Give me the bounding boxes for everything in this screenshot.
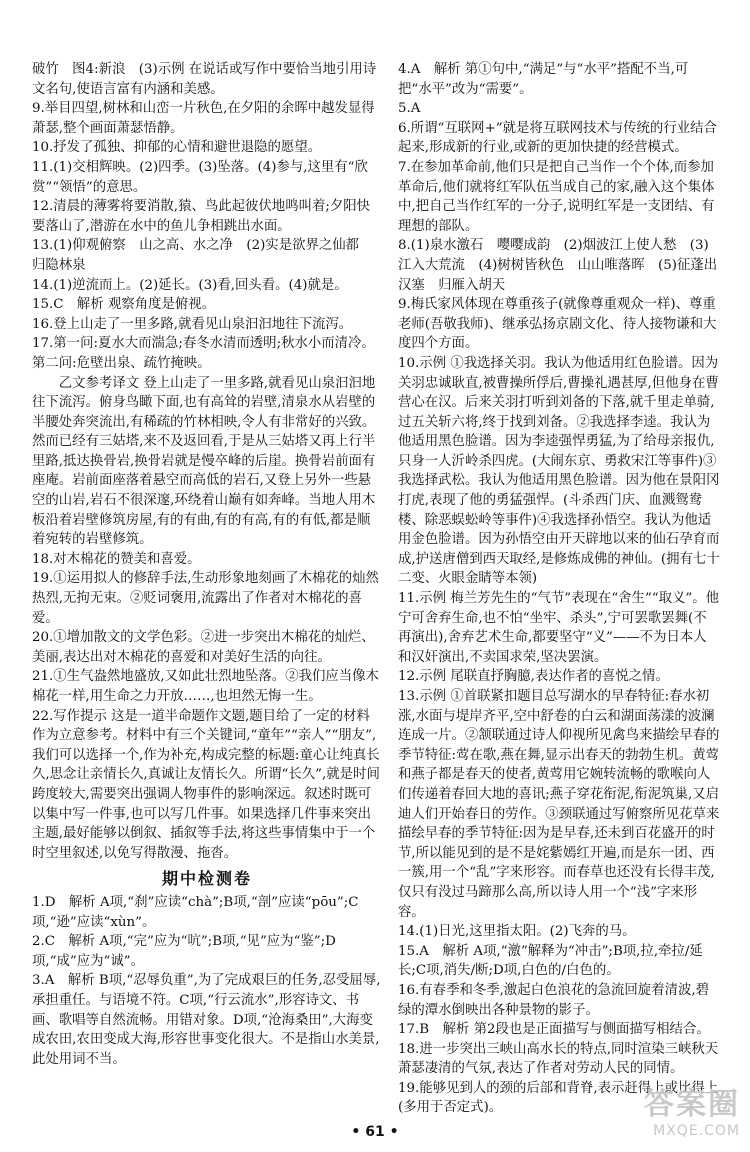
answer-item: 17.第一问:夏水大而湍急;春冬水清而透明;秋水小而清冷。第二问:危壁出泉、疏竹掩映。 [32,336,375,371]
answer-item: 17.B 解析 第2段也是正面描写与侧面描写相结合。 [398,1022,710,1038]
answer-item: 11.示例 梅兰芳先生的“气节”表现在“舍生”“取义”。他宁可舍弃生命,也不怕“坐牢、杀头”,宁可罢歌罢舞(不再演出),舍弃艺术生命,都要坚守“义”——不为日本人和汉奸演出,不卖国求荣,坚决罢演。 [398,591,720,665]
answer-item: 9.举目四望,树林和山峦一片秋色,在夕阳的余晖中越发显得萧瑟,整个画面萧瑟悟静。 [32,101,375,136]
section-title: 期中检测卷 [161,869,252,889]
watermark-logo [600,1088,740,1146]
answer-item: 7.在参加革命前,他们只是把自己当作一个个体,而参加革命后,他们就将红军队伍当成自己的家,融入这个集体中,把自己当作红军的一分子,说明红军是一支团结、有理想的部队。 [398,159,715,234]
answer-item: 19.能够见到人的颈的后部和背脊,表示赶得上或比得上(多用于否定式)。 [398,1080,719,1116]
answer-item: 18.对木棉花的赞美和喜爱。 [32,551,201,567]
answer-item: 9.梅氏家风体现在尊重孩子(就像尊重观众一样)、尊重老师(吾敬我师)、继承弘扬京剧文化、待人接物谦和大度四个方面。 [398,297,717,352]
answer-item: 21.①生气盎然地盛放,又如此壮烈地坠落。②我们应当像木棉花一样,用生命之力开放……,也坦然无悔一生。 [32,669,379,704]
answer-item: 13.(1)仰观俯察 山之高、水之净 (2)实是欲界之仙都 归隐林泉 [32,238,373,273]
answer-item: 6.所谓“互联网+”就是将互联网技术与传统的行业结合起来,形成新的行业,或新的更加快捷的经营模式。 [398,120,717,156]
answer-item: 22.写作提示 这是一道半命题作文题,题目给了一定的材料作为立意参考。材料中有三个关键词,“童年”“亲人”“朋友”,我们可以选择一个,作为补充,构成完整的标题:童心让纯真长久,思念让亲情长久,真诚让友情长久。所谓“长久”,就是时间跨度较大,需要突出强调人物事件的影响深远。叙述时既可以集中写一件事,也可以写几件事。如果选择几件事来突出主题,最好能够以倒叙、插叙等手法,将这些事情集中于一个时空里叙述,以免写得散漫、拖沓。 [32,708,380,861]
answer-item: 8.(1)泉水激石 嘤嘤成韵 (2)烟波江上使人愁 (3)江入大荒流 (4)树树皆秋色 山山唯落晖 (5)征蓬出汉塞 归雁入胡天 [398,238,718,293]
answer-item: 20.①增加散文的文学色彩。②进一步突出木棉花的灿烂、美丽,表达出对木棉花的喜爱和对美好生活的向往。 [32,630,375,665]
answer-item: 10.示例 ①我选择关羽。我认为他适用红色脸谱。因为关羽忠诚耿直,被曹操所俘后,曹操礼遇甚厚,但他身在曹营心在汉。后来关羽打听到刘备的下落,就千里走单骑,过五关斩六将,终于找到刘备。②我选择李逵。我认为他适用黑色脸谱。因为李逵强悍勇猛,为了给母亲报仇,只身一人沂岭杀四虎。(大闹东京、勇救宋江等事件)③我选择武松。我认为他适用黑色脸谱。因为他在景阳冈打虎,表现了他的勇猛强悍。(斗杀西门庆、血溅鸳鸯楼、除恶蜈蚣岭等事件)④我选择孙悟空。我认为他适用金色脸谱。因为孙悟空由开天辟地以来的仙石孕育而成,护送唐僧到西天取经,是修炼成佛的神仙。(拥有七十二变、火眼金睛等本领) [398,355,720,587]
answer-item: 15.A 解析 A项,“激”解释为“冲击”;B项,拉,牵拉/延长;C项,消失/断;D项,白色的/白色的。 [398,943,703,979]
answer-item: 10.抒发了孤独、抑郁的心情和避世退隐的愿望。 [32,140,322,156]
answer-item: 14.(1)日光,这里指太阳。(2)飞奔的马。 [398,924,636,940]
answer-item: 12.清晨的薄雾将要消散,猿、鸟此起彼伏地鸣叫着;夕阳快要落山了,潜游在水中的鱼儿争相跳出水面。 [32,199,371,234]
answer-item: 14.(1)逆流而上。(2)延长。(3)看,回头看。(4)就是。 [32,277,348,293]
answer-item: 12.示例 尾联直抒胸臆,表达作者的喜悦之情。 [398,669,669,685]
right-column [398,60,720,1118]
answer-item: 1.D 解析 A项,“刹”应读“chà”;B项,“剖”应读“pōu”;C项,“逊”应读“xùn”。 [32,894,359,930]
answer-item: 16.有春季和冬季,激起白色浪花的急流回旋着清波,碧绿的潭水倒映出各种景物的影子。 [398,982,710,1018]
answer-item: 16.登上山走了一里多路,就看见山泉汩汩地往下流泻。 [32,316,353,332]
watermark-sub: MXQE.COM [653,1123,740,1139]
left-column [32,60,382,1069]
page-number: • 61 • [351,1124,399,1140]
answer-item: 破竹 图4:新浪 (3)示例 在说话或写作中要恰当地引用诗文名句,使语言富有内涵和美感。 [32,62,377,97]
answer-item: 19.①运用拟人的修辞手法,生动形象地刻画了木棉花的灿然热烈,无拘无束。②贬词褒用,流露出了作者对木棉花的喜爱。 [32,571,379,626]
watermark-main: 答案圈 [644,1087,740,1122]
answer-item: 4.A 解析 第①句中,“满足”与“水平”搭配不当,可把“水平”改为“需要”。 [398,62,689,97]
answer-item: 15.C 解析 观察角度是俯视。 [32,297,216,313]
answer-item: 11.(1)交相辉映。(2)四季。(3)坠落。(4)参与,这里有“欣赏”“领悟”的意思。 [32,159,368,195]
answer-item: 5.A [398,101,421,117]
translation-paragraph: 乙文参考译文 登上山走了一里多路,就看见山泉汩汩地往下流泻。俯身鸟瞰下面,也有高耸的岩壁,清泉水从岩壁的半腰处奔突流出,有稀疏的竹林相映,令人有非常好的兴致。然而已经有三姑塔,来不及返回看,于是从三姑塔又再上行半里路,抵达换骨岩,换骨岩就是慢卒峰的后崖。换骨岩前面有座庵。岩前面座落着悬空而高低的岩石,又登上另外一些悬空的山岩,岩石不很深邃,环绕着山巅有如奔峰。当地人用木板沿着岩壁修筑房屋,有的有曲,有的有高,有的有低,都是顺着宛转的岩壁修筑。 [32,375,376,548]
answer-item: 3.A 解析 B项,“忍辱负重”,为了完成艰巨的任务,忍受屈辱,承担重任。与语境不符。C项,“行云流水”,形容诗文、书画、歌唱等自然流畅。用错对象。D项,“沧海桑田”,大海变成农田,农田变成大海,形容世事变化很大。不是指山水美景,此处用词不当。 [32,973,381,1067]
answer-item: 18.进一步突出三峡山高水长的特点,同时渲染三峡秋天萧瑟凄清的气氛,表达了作者对劳动人民的同情。 [398,1041,719,1077]
answer-item: 13.示例 ①首联紧扣题目总写湖水的早春特征:春水初涨,水面与堤岸齐平,空中舒卷的白云和湖面荡漾的波澜连成一片。②颔联通过诗人仰视所见禽鸟来描绘早春的季节特征:莺在歌,燕在舞,显示出春天的勃勃生机。黄莺和燕子都是春天的使者,黄莺用它婉转流畅的歌喉向人们传递着春回大地的喜讯;燕子穿花衔泥,衔泥筑巢,又启迪人们开始春日的劳作。③颈联通过写俯察所见花草来描绘早春的季节特征:因为是早春,还未到百花盛开的时节,所以能见到的是不是姹紫嫣红开遍,而是东一团、西一簇,用一个“乱”字来形容。而春草也还没有长得丰茂,仅只有没过马蹄那么高,所以诗人用一个“浅”字来形容。 [398,689,720,920]
answer-item: 2.C 解析 A项,“完”应为“吭”;B项,“见”应为“鉴”;D项,“成”应为“诚”。 [32,934,336,969]
